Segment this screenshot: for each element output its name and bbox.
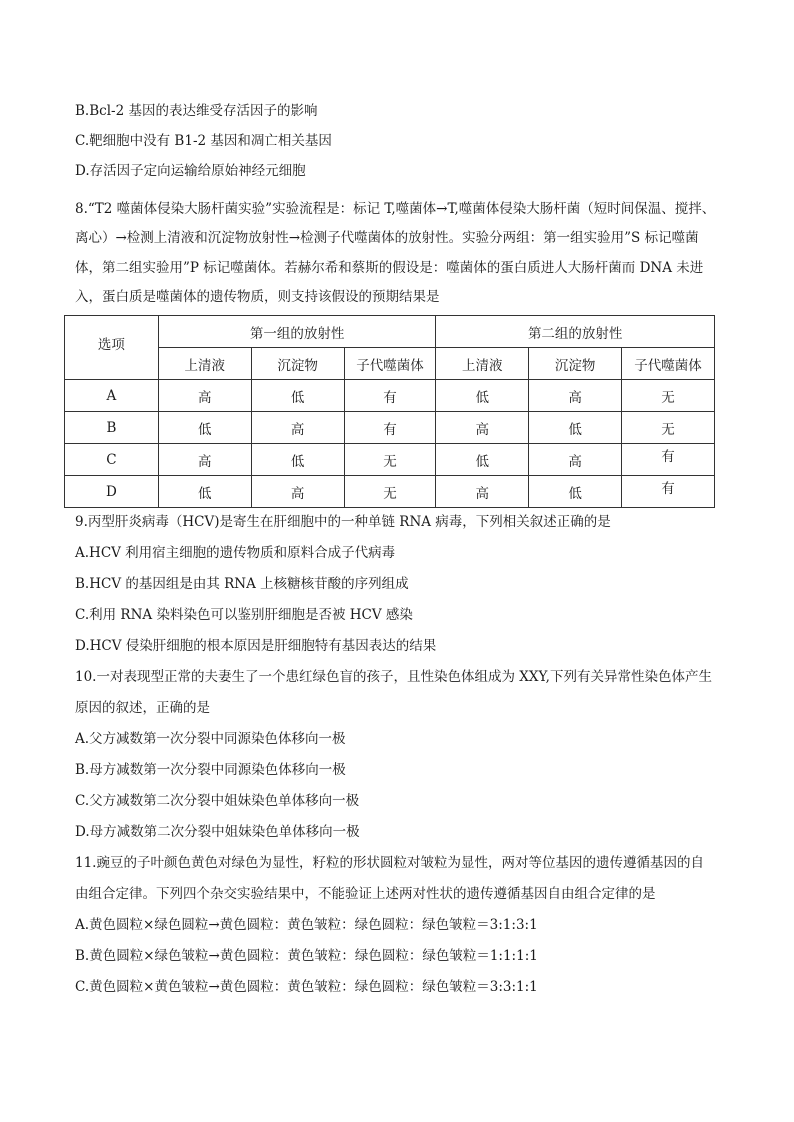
group2-header: 第二组的放射性: [436, 316, 715, 348]
option-cell: C: [65, 444, 159, 476]
q9-option-c: C.利用 RNA 染料染色可以鉴别肝细胞是否被 HCV 感染: [75, 607, 413, 623]
q9-stem: 9.丙型肝炎病毒（HCV)是寄生在肝细胞中的一种单链 RNA 病毒，下列相关叙述正确的是: [75, 514, 611, 530]
q10-stem-line-1: 10.一对表现型正常的夫妻生了一个患红绿色盲的孩子，且性染色体组成为 XXY,下列有关异常性染色体产生: [75, 669, 712, 685]
q7-option-d: D.存活因子定向运输给原始神经元细胞: [75, 163, 306, 179]
table-cell: [622, 444, 715, 476]
q10-option-d: D.母方减数第二次分裂中姐妹染色单体移向一极: [75, 824, 360, 840]
q11-option-b: B.黄色圆粒×绿色皱粒→黄色圆粒：黄色皱粒：绿色圆粒：绿色皱粒＝1:1:1:1: [75, 948, 538, 964]
table-cell: 高: [251, 476, 344, 508]
table-cell: 无: [622, 412, 715, 444]
option-header-text: 选项: [97, 336, 125, 353]
table-cell: 高: [436, 476, 529, 508]
table-row: [65, 476, 715, 508]
table-cell: 低: [529, 476, 622, 508]
q9-option-a: A.HCV 利用宿主细胞的遗传物质和原料合成子代病毒: [75, 545, 396, 561]
option-header: [65, 316, 159, 380]
q7-option-b: B.Bcl-2 基因的表达维受存活因子的影响: [75, 103, 318, 119]
table-cell: 有: [344, 380, 436, 412]
table-cell: 高: [529, 380, 622, 412]
q8-stem-line-4: 入，蛋白质是噬菌体的遗传物质，则支持该假设的预期结果是: [75, 289, 440, 305]
table-cell: [622, 476, 715, 508]
table-cell: 低: [251, 444, 344, 476]
q11-option-c: C.黄色圆粒×黄色皱粒→黄色圆粒：黄色皱粒：绿色圆粒：绿色皱粒＝3:3:1:1: [75, 979, 538, 995]
table-row: [65, 444, 715, 476]
table-cell-text: 有: [661, 448, 675, 465]
q8-stem-line-1: 8.“T2 噬菌体侵染大肠杆菌实验”实验流程是：标记 T,噬菌体→T,噬菌体侵染大肠杆菌（短时间保温、搅拌、: [75, 201, 716, 217]
subheader-cell: 子代噬菌体: [344, 348, 436, 380]
table-cell: 低: [529, 412, 622, 444]
subheader-cell: 上清液: [436, 348, 529, 380]
q7-option-c: C.靶细胞中没有 B1-2 基因和凋亡相关基因: [75, 133, 332, 149]
table-cell: 高: [251, 412, 344, 444]
table-cell: 高: [529, 444, 622, 476]
q11-stem-line-2: 由组合定律。下列四个杂交实验结果中，不能验证上述两对性状的遗传遵循基因自由组合定律的是: [75, 886, 656, 902]
q9-option-b: B.HCV 的基因组是由其 RNA 上核糖核苷酸的序列组成: [75, 576, 409, 592]
table-header-row: [65, 316, 715, 348]
q10-option-c: C.父方减数第二次分裂中姐妹染色单体移向一极: [75, 793, 360, 809]
q10-option-b: B.母方减数第一次分裂中同源染色体移向一极: [75, 762, 346, 778]
table-cell: 低: [436, 444, 529, 476]
subheader-cell: 沉淀物: [529, 348, 622, 380]
q8-stem-line-3: 体，第二组实验用”P 标记噬菌体。若赫尔希和蔡斯的假设是：噬菌体的蛋白质进人大肠杆菌而 DNA 未进: [75, 260, 704, 276]
q9-option-d: D.HCV 侵染肝细胞的根本原因是肝细胞特有基因表达的结果: [75, 638, 437, 654]
q10-option-a: A.父方减数第一次分裂中同源染色体移向一极: [75, 731, 346, 747]
table-cell: 低: [158, 476, 251, 508]
table-cell: 无: [344, 444, 436, 476]
group1-header: 第一组的放射性: [158, 316, 436, 348]
table-row: [65, 380, 715, 412]
q11-stem-line-1: 11.豌豆的子叶颜色黄色对绿色为显性，籽粒的形状圆粒对皱粒为显性，两对等位基因的遗传遵循基因的自: [75, 855, 704, 871]
subheader-cell: 沉淀物: [251, 348, 344, 380]
q11-option-a: A.黄色圆粒×绿色圆粒→黄色圆粒：黄色皱粒：绿色圆粒：绿色皱粒＝3:1:3:1: [75, 917, 538, 933]
table-cell: 无: [622, 380, 715, 412]
table-row: [65, 412, 715, 444]
table-cell: 有: [344, 412, 436, 444]
option-cell: D: [65, 476, 159, 508]
table-subheader-row: [65, 348, 715, 380]
table-cell: 低: [436, 380, 529, 412]
option-cell: B: [65, 412, 159, 444]
q8-results-table: [64, 315, 715, 508]
q8-stem-line-2: 离心）→检测上清液和沉淀物放射性→检测子代噬菌体的放射性。实验分两组：第一组实验用”S 标记噬菌: [75, 230, 699, 246]
table-cell: 无: [344, 476, 436, 508]
subheader-cell: 子代噬菌体: [622, 348, 715, 380]
option-cell: A: [65, 380, 159, 412]
subheader-cell: 上清液: [158, 348, 251, 380]
q10-stem-line-2: 原因的叙述，正确的是: [75, 700, 210, 716]
table-cell: 高: [158, 444, 251, 476]
table-cell: 低: [158, 412, 251, 444]
table-cell: 低: [251, 380, 344, 412]
table-cell: 高: [158, 380, 251, 412]
table-cell: 高: [436, 412, 529, 444]
table-cell-text: 有: [661, 480, 675, 497]
